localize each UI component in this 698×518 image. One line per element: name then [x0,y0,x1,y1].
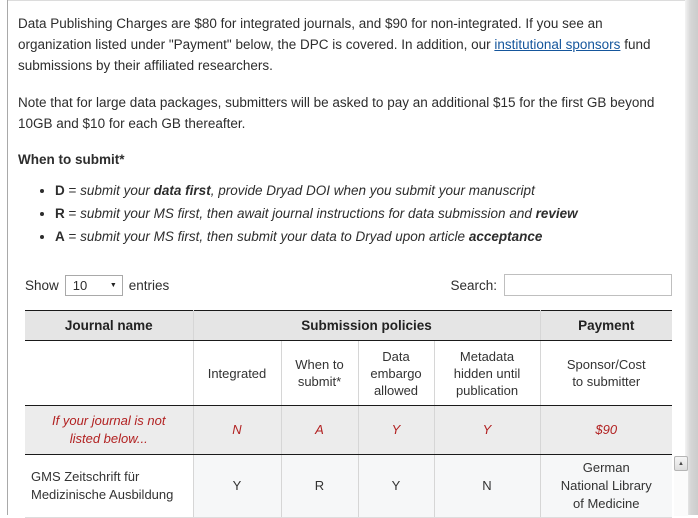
default-row-journal-cell: If your journal is not listed below... [25,406,193,455]
integrated-cell: Y [193,455,281,518]
default-row-payment-cell: $90 [540,406,672,455]
column-header-sponsor-cost[interactable]: Sponsor/Cost to submitter [540,341,672,406]
group-header-payment: Payment [540,311,672,341]
show-entries-control [25,275,169,296]
equals-sign: = [64,206,81,221]
item-emphasis: acceptance [468,229,543,244]
scroll-up-button[interactable] [674,456,688,471]
default-row-when-cell: A [281,406,358,455]
metadata-cell: N [434,455,540,518]
scroll-up-icon: ▲ [678,460,684,467]
code-letter: D [55,183,65,198]
large-data-note-paragraph: Note that for large data packages, submitters will be asked to pay an additional $15 for the first GB beyond 10GB and $10 for each GB thereafter. [18,95,655,131]
column-header-data-embargo[interactable]: Data embargo allowed [358,341,434,406]
scroll-track[interactable] [674,471,688,516]
browser-scrollbar-track[interactable] [685,0,698,515]
default-policy-row [25,406,672,455]
item-text: submit your MS first, then submit your data to Dryad upon article [80,229,469,244]
show-label: Show [25,277,59,293]
payment-cell: German National Library of Medicine [540,455,672,518]
column-header-integrated[interactable]: Integrated [193,341,281,406]
page-left-border [7,0,8,515]
intro-text-before-link: Data Publishing Charges are $80 for integrated journals, and $90 for non-integrated. If you see an organization listed under "Payment" below, the DPC is covered. In addition, our [18,16,603,52]
entries-select[interactable] [65,275,123,296]
dpc-intro-paragraph [18,13,672,76]
code-letter: R [55,206,65,221]
group-header-row [25,311,672,341]
default-row-integrated-cell: N [193,406,281,455]
column-header-metadata-hidden[interactable]: Metadata hidden until publication [434,341,540,406]
search-label: Search: [450,277,497,293]
when-to-submit-list [39,179,672,248]
item-text-end: , provide Dryad DOI when you submit your manuscript [210,183,535,198]
institutional-sponsors-link[interactable]: institutional sponsors [494,37,621,52]
sub-header-empty [25,341,193,406]
search-control [450,274,672,296]
entries-select-value: 10 [72,277,88,293]
item-emphasis: data first [153,183,211,198]
table-scroll-body [25,455,698,518]
default-row-metadata-cell: Y [434,406,540,455]
equals-sign: = [64,229,81,244]
code-letter: A [55,229,65,244]
column-header-journal-name[interactable]: Journal name [25,311,193,341]
entries-label: entries [128,277,170,293]
table-row [25,455,672,518]
page-content [18,0,684,518]
when-cell: R [281,455,358,518]
list-item-review [55,202,672,225]
table-scrollbar[interactable] [674,456,688,516]
item-text: submit your MS first, then await journal instructions for data submission and [80,206,536,221]
table-controls [25,273,672,297]
list-item-data-first [55,179,672,202]
when-to-submit-heading: When to submit* [18,152,125,167]
chevron-down-icon: ▼ [109,281,117,289]
search-input[interactable] [504,274,672,296]
item-emphasis: review [535,206,578,221]
column-header-when-to-submit[interactable]: When to submit* [281,341,358,406]
journal-name-cell: GMS Zeitschrift für Medizinische Ausbildung [25,455,193,518]
intro-text-after-link: fund submissions by their affiliated researchers. [18,37,651,73]
group-header-submission-policies: Submission policies [193,311,540,341]
list-item-acceptance [55,225,672,248]
journal-table [25,310,684,518]
item-text: submit your [80,183,154,198]
sub-header-row [25,341,672,406]
equals-sign: = [64,183,81,198]
embargo-cell: Y [358,455,434,518]
default-row-embargo-cell: Y [358,406,434,455]
